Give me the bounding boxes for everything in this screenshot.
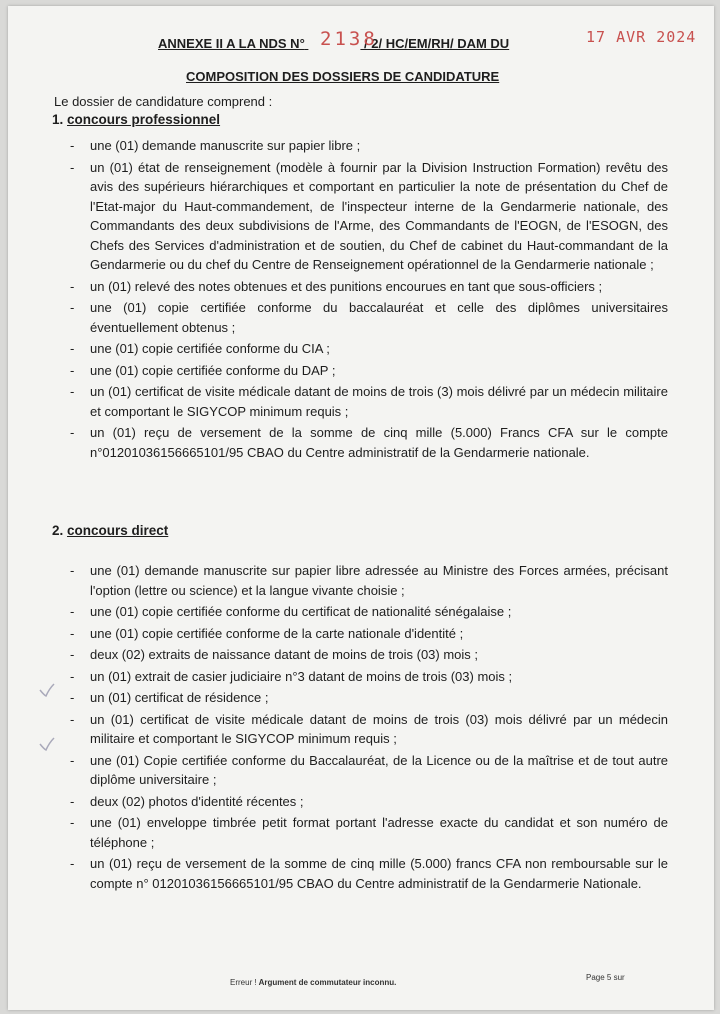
footer-error-text	[230, 978, 396, 987]
section-label: concours direct	[67, 523, 169, 538]
handwritten-check-icon	[38, 734, 56, 752]
page-number: Page 5 sur	[586, 973, 625, 982]
list-item: - un (01) relevé des notes obtenues et des punitions encourues en tant que sous-officiers ;	[68, 277, 668, 297]
list-item: - une (01) copie certifiée conforme de la carte nationale d'identité ;	[68, 624, 668, 644]
handwritten-check-icon	[38, 681, 56, 699]
list-item: - deux (02) extraits de naissance datant de moins de trois (03) mois ;	[68, 645, 668, 665]
document-page	[8, 6, 714, 1010]
list-item: - une (01) copie certifiée conforme du DAP ;	[68, 361, 668, 381]
list-item: - un (01) extrait de casier judiciaire n°3 datant de moins de trois (03) mois ;	[68, 667, 668, 687]
list-item: - une (01) demande manuscrite sur papier libre ;	[68, 136, 668, 156]
list-item: - un (01) certificat de résidence ;	[68, 688, 668, 708]
list-item: - une (01) Copie certifiée conforme du Baccalauréat, de la Licence ou de la maîtrise et de tout autre diplôme universitaire ;	[68, 751, 668, 790]
stamped-date: 17 AVR 2024	[586, 28, 697, 46]
intro-text: Le dossier de candidature comprend :	[54, 94, 273, 109]
section-title-direct	[52, 523, 168, 538]
document-title: COMPOSITION DES DOSSIERS DE CANDIDATURE	[186, 69, 500, 84]
list-item: - une (01) enveloppe timbrée petit format portant l'adresse exacte du candidat et son numéro de téléphone ;	[68, 813, 668, 852]
footer-error-prefix: Erreur !	[230, 978, 257, 987]
annex-suffix: / 2/ HC/EM/RH/ DAM DU	[364, 36, 510, 51]
section-label: concours professionnel	[67, 112, 221, 127]
list-item: - un (01) certificat de visite médicale datant de moins de trois (03) mois délivré par un médecin militaire et comportant le SIGYCOP minimum requis ;	[68, 710, 668, 749]
annex-prefix: ANNEXE II A LA NDS N°	[158, 36, 305, 51]
footer-error-message: Argument de commutateur inconnu.	[256, 978, 397, 987]
list-item: - une (01) copie certifiée conforme du certificat de nationalité sénégalaise ;	[68, 602, 668, 622]
list-item: - un (01) reçu de versement de la somme de cinq mille (5.000) francs CFA non remboursable sur le compte n° 01201036156665101/95 CBAO du Centre administratif de la Gendarmerie Nationale.	[68, 854, 668, 893]
list-item: - un (01) reçu de versement de la somme de cinq mille (5.000) Francs CFA sur le compte n°01201036156665101/95 CBAO du Centre administratif de la Gendarmerie nationale.	[68, 423, 668, 462]
list-item: - une (01) copie certifiée conforme du CIA ;	[68, 339, 668, 359]
section-title-professionnel	[52, 112, 220, 127]
list-professionnel	[68, 136, 668, 462]
list-item: - une (01) copie certifiée conforme du baccalauréat et celle des diplômes universitaires éventuellement obtenus ;	[68, 298, 668, 337]
section-number: 1.	[52, 112, 64, 127]
list-item: - un (01) certificat de visite médicale datant de moins de trois (3) mois délivré par un médecin militaire et comportant le SIGYCOP minimum requis ;	[68, 382, 668, 421]
section-number: 2.	[52, 523, 64, 538]
list-direct	[68, 561, 668, 893]
list-item: - une (01) demande manuscrite sur papier libre adressée au Ministre des Forces armées, précisant l'option (lettre ou science) et la langue vivante choisie ;	[68, 561, 668, 600]
list-item: - un (01) état de renseignement (modèle à fournir par la Division Instruction Formation) revêtu des avis des supérieurs hiérarchiques et comportant en particulier la note de présentation du Chef de l'Etat-major du Haut-commandement, de l'inspecteur interne de la Gendarmerie nationale, des Commandants des deux subdivisions de l'Arme, des Commandants de l'EOGN, de l'ESOGN, des Chefs des Services d'administration et de soutien, du Chef de cabinet du Haut-commandant de la Gendarmerie ou du chef du Centre de Renseignement opérationnel de la Gendarmerie nationale ;	[68, 158, 668, 275]
list-item: - deux (02) photos d'identité récentes ;	[68, 792, 668, 812]
stamped-number: 2138	[320, 28, 378, 50]
